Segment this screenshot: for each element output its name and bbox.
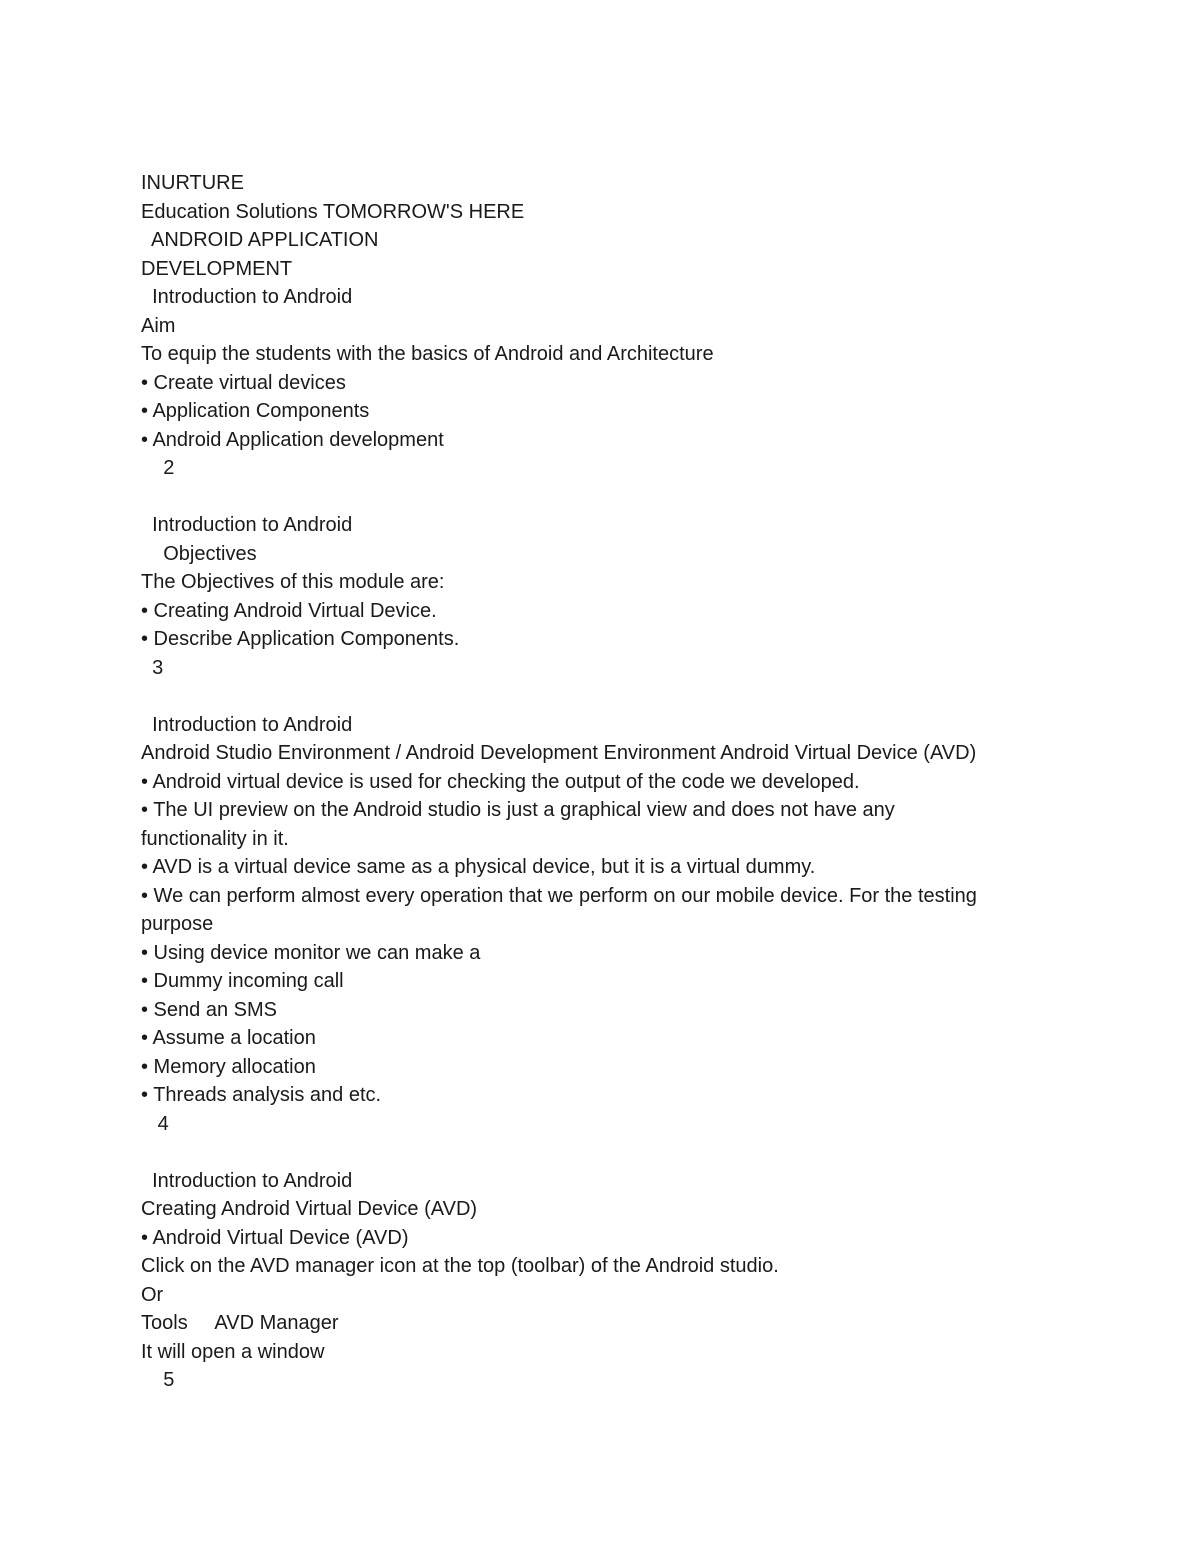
page-number: 4	[141, 1112, 169, 1135]
doc-line: The Objectives of this module are:	[141, 571, 445, 593]
doc-line: • We can perform almost every operation that we perform on our mobile device. For the testing	[141, 884, 977, 907]
doc-line: Introduction to Android	[141, 1169, 353, 1192]
doc-line: Or	[141, 1283, 164, 1306]
doc-line: Tools AVD Manager	[141, 1312, 339, 1334]
doc-line: purpose	[141, 913, 214, 935]
doc-line: • Describe Application Components.	[141, 628, 460, 650]
doc-line: ANDROID APPLICATION	[141, 229, 379, 251]
doc-line: • Android Application development	[141, 428, 444, 451]
doc-line: • Using device monitor we can make a	[141, 941, 481, 964]
doc-line: Click on the AVD manager icon at the top (toolbar) of the Android studio.	[141, 1255, 779, 1277]
doc-line: functionality in it.	[141, 827, 289, 850]
doc-line: Objectives	[141, 542, 257, 565]
doc-line: • Threads analysis and etc.	[141, 1084, 382, 1106]
doc-line: It will open a window	[141, 1340, 325, 1363]
blank-line	[141, 1138, 1141, 1167]
doc-line: Introduction to Android	[141, 286, 353, 308]
doc-line: • Send an SMS	[141, 998, 277, 1021]
doc-line: • Dummy incoming call	[141, 970, 344, 992]
doc-line: Introduction to Android	[141, 514, 353, 536]
doc-line: To equip the students with the basics of Android and Architecture	[141, 343, 714, 365]
doc-line: • Application Components	[141, 400, 370, 422]
blank-line	[141, 483, 1141, 512]
doc-line: • Creating Android Virtual Device.	[141, 599, 437, 622]
page-number: 2	[141, 457, 175, 479]
blank-line	[141, 682, 1141, 711]
doc-line: DEVELOPMENT	[141, 257, 293, 280]
doc-line: INURTURE	[141, 172, 244, 194]
doc-line: Aim	[141, 314, 176, 337]
doc-line: Introduction to Android	[141, 713, 353, 736]
page-number: 3	[141, 656, 164, 679]
doc-line: • Memory allocation	[141, 1055, 316, 1078]
doc-line: Android Studio Environment / Android Development Environment Android Virtual Device (AVD)	[141, 742, 977, 764]
doc-line: • AVD is a virtual device same as a physical device, but it is a virtual dummy.	[141, 856, 816, 878]
doc-line: • Create virtual devices	[141, 371, 346, 394]
doc-line: Creating Android Virtual Device (AVD)	[141, 1198, 478, 1220]
doc-line: • The UI preview on the Android studio is just a graphical view and does not have any	[141, 799, 895, 821]
page-number: 5	[141, 1369, 175, 1391]
doc-line: • Assume a location	[141, 1027, 316, 1049]
doc-line: • Android Virtual Device (AVD)	[141, 1226, 409, 1249]
doc-line: Education Solutions TOMORROW'S HERE	[141, 200, 525, 223]
doc-line: • Android virtual device is used for checking the output of the code we developed.	[141, 770, 860, 793]
document-body	[141, 169, 1141, 1395]
